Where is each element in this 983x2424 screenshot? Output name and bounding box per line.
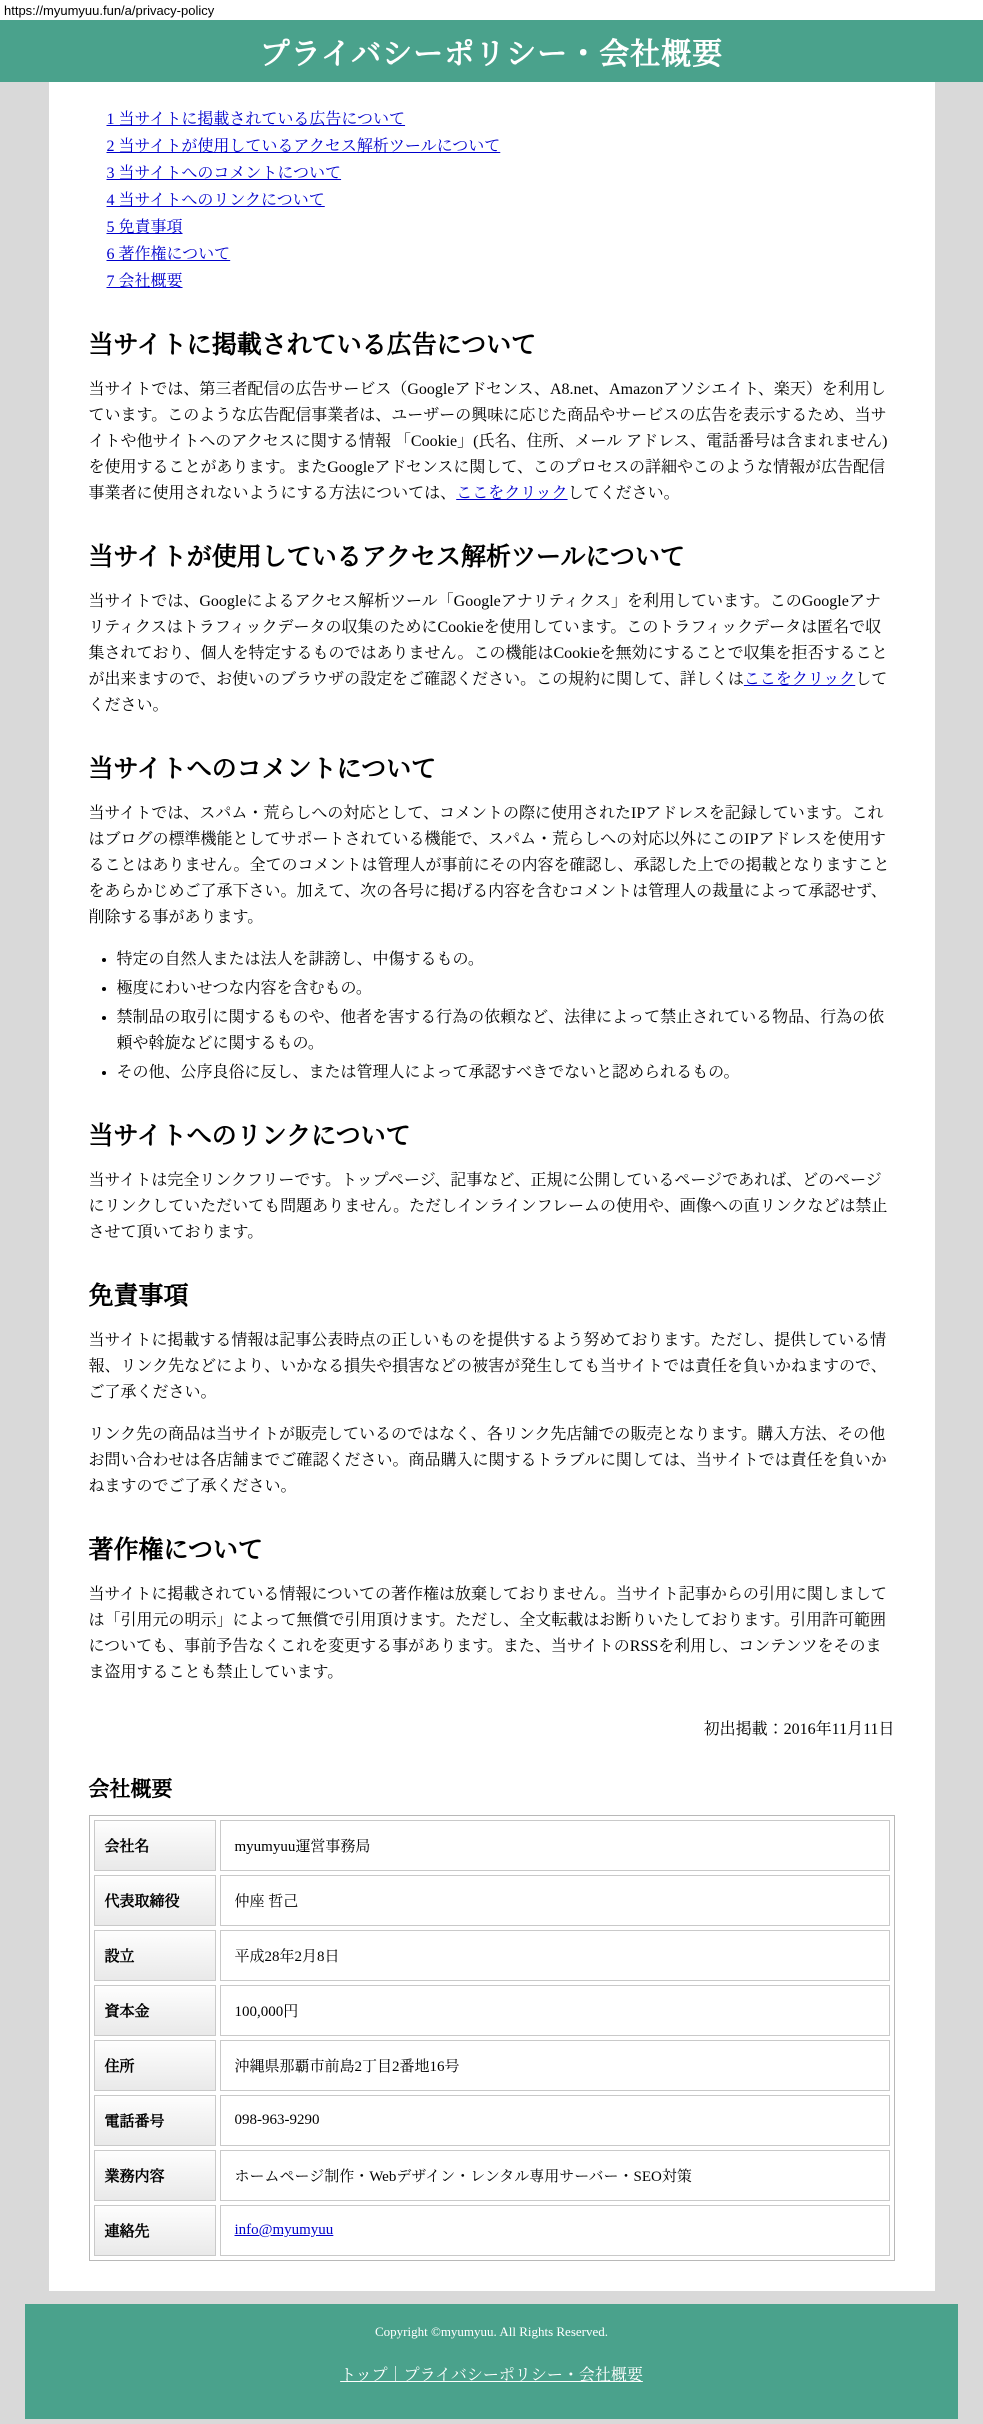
page-footer [25,2304,958,2419]
table-row [94,1820,890,1871]
table-row [94,2205,890,2256]
list-item: • 極度にわいせつな内容を含むもの。 [117,976,895,1002]
table-row [94,2150,890,2201]
row-value-business: ホームページ制作・Webデザイン・レンタル専用サーバー・SEO対策 [220,2150,890,2201]
row-value-capital: 100,000円 [220,1985,890,2036]
ads-click-here-link[interactable]: ここをクリック [456,485,568,502]
row-value-phone: 098-963-9290 [220,2095,890,2146]
list-item: • 禁制品の取引に関するものや、他者を害する行為の依頼など、法律によって禁止されている物品、行為の依頼や斡旋などに関するもの。 [117,1005,895,1057]
row-label-capital: 資本金 [94,1985,216,2036]
section-links [89,1116,895,1246]
body-text: 当サイトでは、第三者配信の広告サービス（Googleアドセンス、A8.net、Amazonアソシエイト、楽天）を利用しています。このような広告配信事業者は、ユーザーの興味に応じた商品やサービスの広告を表示するため、当サイトや他サイトへのアクセスに関する情報 「Cookie」(氏名、住所、メール アドレス、電話番号は含まれません) を使用することがあります。またGoogleアドセンスに関して、このプロセスの詳細やこのような情報が広告配信事業者に使用されないようにする方法については、 [88,381,888,502]
row-label-established: 設立 [94,1930,216,1981]
toc-item [107,187,895,214]
section-disclaimer-heading: 免責事項 [88,1282,189,1310]
section-comments [89,749,895,1086]
section-ads-paragraph [89,377,895,507]
section-company [89,1773,895,2261]
body-text: してください。 [567,485,680,502]
footer-nav-link[interactable]: トップ｜プライバシーポリシー・会社概要 [340,2367,643,2384]
first-published-date: 初出掲載：2016年11月11日 [703,1721,895,1738]
toc-item [107,241,895,268]
section-ads [89,325,895,507]
url-bar [0,0,983,20]
toc-item [107,214,895,241]
toc-link-analytics[interactable]: 2 当サイトが使用しているアクセス解析ツールについて [106,138,501,155]
row-label-contact: 連絡先 [94,2205,216,2256]
table-row [94,2095,890,2146]
toc-item [107,268,895,295]
row-value-ceo: 仲座 哲己 [220,1875,890,1926]
row-label-phone: 電話番号 [94,2095,216,2146]
row-label-company-name: 会社名 [94,1820,216,1871]
row-label-address: 住所 [94,2040,216,2091]
table-row [94,1930,890,1981]
table-row [94,1985,890,2036]
section-company-heading: 会社概要 [88,1778,173,1801]
body-text: してください。 [88,671,888,714]
page-url: https://myumyuu.fun/a/privacy-policy [4,3,215,18]
row-value-contact [220,2205,890,2256]
section-copyright [89,1530,895,1739]
section-disclaimer [89,1276,895,1500]
toc-item [107,160,895,187]
section-ads-heading: 当サイトに掲載されている広告について [88,331,537,359]
table-of-contents [89,106,895,295]
section-comments-heading: 当サイトへのコメントについて [88,755,437,783]
footer-copyright: Copyright ©myumyuu. All Rights Reserved. [374,2324,609,2339]
table-row [94,1875,890,1926]
main-content [49,82,935,2291]
section-disclaimer-paragraph-2: リンク先の商品は当サイトが販売しているのではなく、各リンク先店舗での販売となります。購入方法、その他お問い合わせは各店舗までご確認ください。商品購入に関するトラブルに関しては、当サイトでは責任を負いかねますのでご了承ください。 [88,1426,887,1495]
toc-item [107,106,895,133]
toc-link-links[interactable]: 4 当サイトへのリンクについて [106,192,325,209]
toc-link-comments[interactable]: 3 当サイトへのコメントについて [106,165,342,182]
toc-item [107,133,895,160]
section-analytics-paragraph [89,589,895,719]
table-row [94,2040,890,2091]
section-comments-paragraph: 当サイトでは、スパム・荒らしへの対応として、コメントの際に使用されたIPアドレスを記録しています。これはブログの標準機能としてサポートされている機能で、スパム・荒らしへの対応以外にこのIPアドレスを使用することはありません。全てのコメントは管理人が事前にその内容を確認し、承認した上での掲載となりますことをあらかじめご了承下さい。加えて、次の各号に掲げる内容を含むコメントは管理人の裁量によって承認せず、削除する事があります。 [88,805,890,926]
footer-nav [25,2362,958,2385]
toc-link-disclaimer[interactable]: 5 免責事項 [106,219,183,236]
section-copyright-heading: 著作権について [88,1536,264,1564]
section-copyright-paragraph: 当サイトに掲載されている情報についての著作権は放棄しておりません。当サイト記事からの引用に関しましては「引用元の明示」によって無償で引用頂けます。ただし、全文転載はお断りいたしております。引用許可範囲についても、事前予告なくこれを変更する事があります。また、当サイトのRSSを利用し、コンテンツをそのまま盗用することも禁止しています。 [88,1586,887,1681]
analytics-click-here-link[interactable]: ここをクリック [743,671,856,688]
toc-link-copyright[interactable]: 6 著作権について [106,246,231,263]
row-value-company-name: myumyuu運営事務局 [220,1820,890,1871]
row-value-address: 沖縄県那覇市前島2丁目2番地16号 [220,2040,890,2091]
contact-email-link[interactable]: info@myumyuu [234,2222,334,2238]
section-links-heading: 当サイトへのリンクについて [88,1122,411,1150]
section-analytics [89,537,895,719]
list-item: • 特定の自然人または法人を誹謗し、中傷するもの。 [117,947,895,973]
body-text: 当サイトでは、Googleによるアクセス解析ツール「Googleアナリティクス」を利用しています。このGoogleアナリティクスはトラフィックデータの収集のためにCookieを使用しています。このトラフィックデータは匿名で収集されており、個人を特定するものではありません。この機能はCookieを無効にすることで収集を拒否することが出来ますので、お使いのブラウザの設定をご確認ください。この規約に関して、詳しくは [88,593,888,688]
toc-link-ads[interactable]: 1 当サイトに掲載されている広告について [106,111,406,128]
section-links-paragraph: 当サイトは完全リンクフリーです。トップページ、記事など、正規に公開しているページであれば、どのページにリンクしていただいても問題ありません。ただしインラインフレームの使用や、画像への直リンクなどは禁止させて頂いております。 [88,1172,888,1241]
page-header [0,20,983,82]
list-item: • その他、公序良俗に反し、または管理人によって承認すべきでないと認められるもの。 [117,1060,895,1086]
page-title: プライバシーポリシー・会社概要 [259,38,724,71]
company-info-table [89,1815,895,2261]
section-analytics-heading: 当サイトが使用しているアクセス解析ツールについて [88,543,686,571]
row-label-ceo: 代表取締役 [94,1875,216,1926]
row-value-established: 平成28年2月8日 [220,1930,890,1981]
toc-link-company[interactable]: 7 会社概要 [106,273,183,290]
row-label-business: 業務内容 [94,2150,216,2201]
section-disclaimer-paragraph-1: 当サイトに掲載する情報は記事公表時点の正しいものを提供するよう努めております。ただし、提供している情報、リンク先などにより、いかなる損失や損害などの被害が発生しても当サイトでは責任を負いかねますので、ご了承ください。 [88,1332,887,1401]
comment-rules-list [89,947,895,1086]
